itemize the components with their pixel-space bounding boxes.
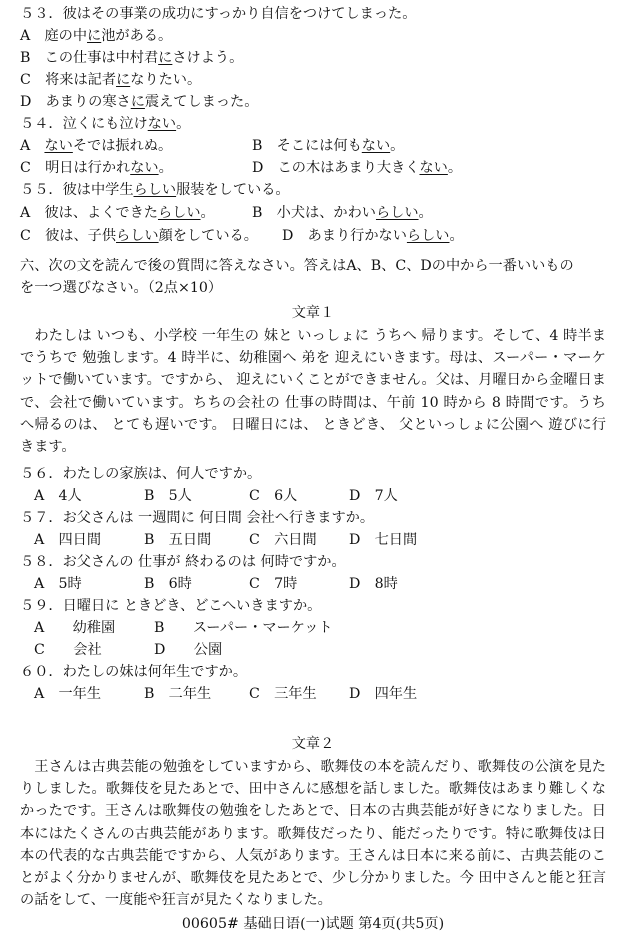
question-54-options-ab xyxy=(20,136,606,156)
question-58-option-c: C 7時 xyxy=(249,576,298,592)
question-55-option-d: D あまり行かないらしい。 xyxy=(282,228,464,244)
question-59-option-c: C 会社 xyxy=(34,642,102,658)
question-57-option-a: A 四日間 xyxy=(34,532,102,548)
question-59-option-a: A 幼稚園 xyxy=(34,620,116,636)
passage-1-text: わたしは いつも、小学校 一年生の 妹と いっしょに うちへ 帰ります。そして、4 時半までうちで 勉強します。4 時半に、幼稚園へ 弟を 迎えにいきます。母は、スーパー・マーケットで働いています。ですから、 迎えにいくことができません。父は、月曜日から金曜日まで、会社で働いています。ちちの会社の 仕事の時間は、午前 10 時から 8 時間です。うちへ帰るのは、 とても遅いです。 日曜日には、 ときどき、 父といっしょに公園へ 遊びに行きます。 xyxy=(20,328,606,456)
question-57-options xyxy=(20,530,606,550)
question-56-option-c: C 6人 xyxy=(249,488,298,504)
question-59-option-d: D 公園 xyxy=(154,642,223,658)
question-57-stem: ５７．お父さんは 一週間に 何日間 会社へ行きますか。 xyxy=(20,510,375,526)
question-53-option-b: B この仕事は中村君にさけよう。 xyxy=(20,50,244,66)
question-60-option-b: B 二年生 xyxy=(144,686,212,702)
question-54-stem: ５４．泣くにも泣けない。 xyxy=(20,116,191,132)
question-60-option-a: A 一年生 xyxy=(34,686,102,702)
question-59-options-cd xyxy=(20,640,606,660)
question-60-stem: ６０．わたしの妹は何年生ですか。 xyxy=(20,664,248,680)
question-54-option-c: C 明日は行かれない。 xyxy=(20,160,173,176)
question-58-options xyxy=(20,574,606,594)
question-55-options-ab xyxy=(20,203,606,223)
question-55-option-a: A 彼は、よくできたらしい。 xyxy=(20,205,215,221)
question-58-option-d: D 8時 xyxy=(349,576,398,592)
question-54-option-d: D この木はあまり大きくない。 xyxy=(252,160,463,176)
question-54-option-b: B そこには何もない。 xyxy=(252,138,405,154)
question-53-option-d: D あまりの寒さに震えてしまった。 xyxy=(20,94,259,110)
section-6-instructions-line1: 六、次の文を読んで後の質問に答えなさい。答えはA、B、C、Dの中から一番いいもの xyxy=(20,258,574,274)
question-56-options xyxy=(20,486,606,506)
question-56-option-d: D 7人 xyxy=(349,488,398,504)
question-57-option-b: B 五日間 xyxy=(144,532,212,548)
question-56-stem: ５６．わたしの家族は、何人ですか。 xyxy=(20,466,262,482)
question-55-option-c: C 彼は、子供らしい顔をしている。 xyxy=(20,228,258,244)
question-58-stem: ５８．お父さんの 仕事が 終わるのは 何時ですか。 xyxy=(20,554,346,570)
question-54-options-cd xyxy=(20,158,606,178)
question-54-option-a: A ないそでは振れぬ。 xyxy=(20,138,173,154)
question-59-stem: ５９．日曜日に ときどき、どこへいきますか。 xyxy=(20,598,322,614)
question-57-option-d: D 七日間 xyxy=(349,532,418,548)
question-59-options-ab xyxy=(20,618,606,638)
question-57-option-c: C 六日間 xyxy=(249,532,317,548)
question-58-option-a: A 5時 xyxy=(34,576,82,592)
question-53-stem: ５３．彼はその事業の成功にすっかり自信をつけてしまった。 xyxy=(20,6,417,22)
question-55-options-cd xyxy=(20,226,606,246)
question-59-option-b: B スーパー・マーケット xyxy=(154,620,333,636)
question-58-option-b: B 6時 xyxy=(144,576,192,592)
question-60-option-d: D 四年生 xyxy=(349,686,418,702)
question-60-options xyxy=(20,684,606,704)
question-53-option-a: A 庭の中に池がある。 xyxy=(20,28,173,44)
question-55-stem: ５５．彼は中学生らしい服装をしている。 xyxy=(20,182,290,198)
passage-1-title: 文章１ xyxy=(291,305,335,321)
section-6-instructions-line2: を一つ選びなさい。（2点×10） xyxy=(20,280,223,296)
question-60-option-c: C 三年生 xyxy=(249,686,317,702)
question-56-option-a: A 4人 xyxy=(34,488,82,504)
page-footer: 00605# 基础日语(一)试题 第4页(共5页) xyxy=(181,916,445,932)
passage-2-text: 王さんは古典芸能の勉強をしていますから、歌舞伎の本を読んだり、歌舞伎の公演を見たりしました。歌舞伎を見たあとで、田中さんに感想を話しました。歌舞伎はあまり難しくなかったです。王さんは歌舞伎の勉強をしたあとで、日本の古典芸能が好きになりました。日本にはたくさんの古典芸能があります。歌舞伎だったり、能だったりです。特に歌舞伎は日本の代表的な古典芸能ですから、人気があります。王さんは日本に来る前に、古典芸能のことがよく分かりませんが、歌舞伎を見たあとで、少し分かりました。今 田中さんと能と狂言の話をして、一度能や狂言が見たくなりました。 xyxy=(20,759,606,909)
question-53-option-c: C 将来は記者になりたい。 xyxy=(20,72,202,88)
passage-2-title: 文章２ xyxy=(291,736,335,752)
question-55-option-b: B 小犬は、かわいらしい。 xyxy=(252,205,433,221)
question-56-option-b: B 5人 xyxy=(144,488,192,504)
